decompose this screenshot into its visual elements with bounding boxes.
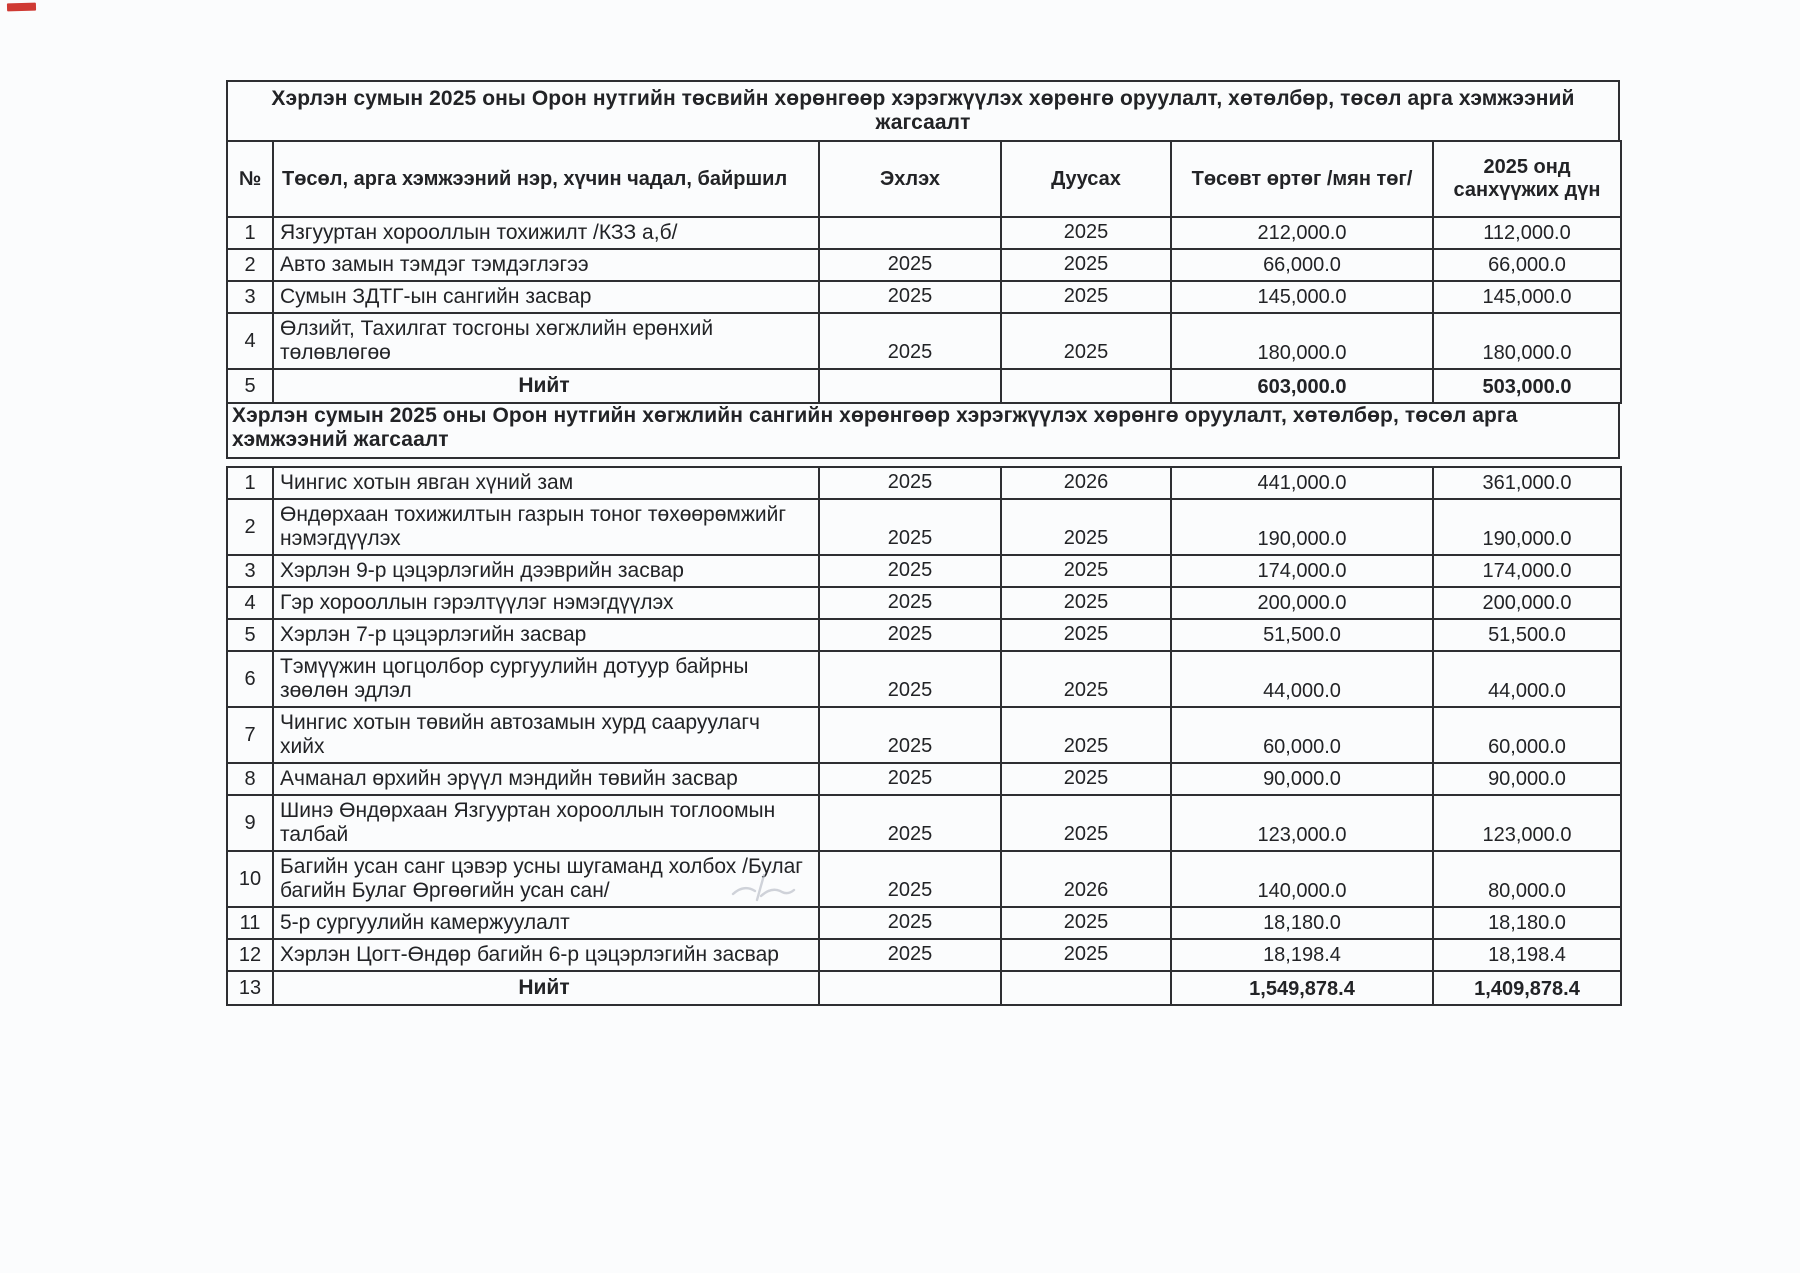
budget-value-cell: 200,000.0 xyxy=(1171,587,1433,619)
table-row xyxy=(227,467,1621,499)
end-year-cell: 2025 xyxy=(1001,587,1171,619)
project-name-cell: Чингис хотын явган хүний зам xyxy=(273,467,819,499)
project-name-cell: Язгууртан хорооллын тохижилт /КЗЗ а,б/ xyxy=(273,217,819,249)
amount-2025-value-cell: 80,000.0 xyxy=(1433,851,1621,907)
end-year-cell: 2025 xyxy=(1001,217,1171,249)
budget-value-cell: 190,000.0 xyxy=(1171,499,1433,555)
end-year-cell: 2026 xyxy=(1001,467,1171,499)
amount-2025-value-cell: 190,000.0 xyxy=(1433,499,1621,555)
start-year-cell: 2025 xyxy=(819,707,1001,763)
end-year-cell: 2025 xyxy=(1001,249,1171,281)
budget-value-cell: 441,000.0 xyxy=(1171,467,1433,499)
budget-value-cell: 1,549,878.4 xyxy=(1171,971,1433,1005)
table-header xyxy=(227,141,1621,217)
table-row xyxy=(227,851,1621,907)
end-year-cell: 2025 xyxy=(1001,763,1171,795)
amount-2025-value-cell: 503,000.0 xyxy=(1433,369,1621,403)
row-number-cell: 3 xyxy=(227,555,273,587)
amount-2025-value-cell: 44,000.0 xyxy=(1433,651,1621,707)
budget-value-cell: 212,000.0 xyxy=(1171,217,1433,249)
end-year-cell: 2025 xyxy=(1001,795,1171,851)
budget-value-cell: 603,000.0 xyxy=(1171,369,1433,403)
table-row xyxy=(227,795,1621,851)
row-number-cell: 1 xyxy=(227,217,273,249)
section2-table xyxy=(226,466,1622,1006)
section2-rows xyxy=(227,467,1621,1005)
section1-rows xyxy=(227,217,1621,403)
row-number-cell: 12 xyxy=(227,939,273,971)
section2-title: Хэрлэн сумын 2025 оны Орон нутгийн хөгжлийн сангийн хөрөнгөөр хэрэгжүүлэх хөрөнгө оруулалт, хөтөлбөр, төсөл арга хэмжээний жагсаалт xyxy=(226,402,1620,459)
budget-value-cell: 44,000.0 xyxy=(1171,651,1433,707)
budget-value-cell: 145,000.0 xyxy=(1171,281,1433,313)
budget-value-cell: 180,000.0 xyxy=(1171,313,1433,369)
budget-value-cell: 18,198.4 xyxy=(1171,939,1433,971)
table-row xyxy=(227,281,1621,313)
row-number-cell: 4 xyxy=(227,587,273,619)
end-year-cell: 2025 xyxy=(1001,499,1171,555)
start-year-cell: 2025 xyxy=(819,939,1001,971)
amount-2025-value-cell: 18,198.4 xyxy=(1433,939,1621,971)
table-row xyxy=(227,555,1621,587)
amount-2025-value-cell: 60,000.0 xyxy=(1433,707,1621,763)
project-name-cell: Өлзийт, Тахилгат тосгоны хөгжлийн ерөнхий төлөвлөгөө xyxy=(273,313,819,369)
project-name-cell: Хэрлэн 7-р цэцэрлэгийн засвар xyxy=(273,619,819,651)
col-header-budget: Төсөвт өртөг /мян төг/ xyxy=(1171,141,1433,217)
header-row xyxy=(227,141,1621,217)
table-row xyxy=(227,763,1621,795)
total-row xyxy=(227,369,1621,403)
col-header-project-name: Төсөл, арга хэмжээний нэр, хүчин чадал, байршил xyxy=(273,141,819,217)
col-header-number: № xyxy=(227,141,273,217)
project-name-cell: Өндөрхаан тохижилтын газрын тоног төхөөрөмжийг нэмэгдүүлэх xyxy=(273,499,819,555)
total-label-cell: Нийт xyxy=(273,369,819,403)
scan-artifact-red-mark xyxy=(7,3,36,12)
end-year-cell: 2025 xyxy=(1001,281,1171,313)
amount-2025-value-cell: 174,000.0 xyxy=(1433,555,1621,587)
amount-2025-value-cell: 51,500.0 xyxy=(1433,619,1621,651)
start-year-cell: 2025 xyxy=(819,499,1001,555)
project-name-cell: Авто замын тэмдэг тэмдэглэгээ xyxy=(273,249,819,281)
row-number-cell: 1 xyxy=(227,467,273,499)
row-number-cell: 7 xyxy=(227,707,273,763)
end-year-cell: 2025 xyxy=(1001,651,1171,707)
table-row xyxy=(227,217,1621,249)
start-year-cell: 2025 xyxy=(819,619,1001,651)
col-header-start-year: Эхлэх xyxy=(819,141,1001,217)
start-year-cell xyxy=(819,971,1001,1005)
row-number-cell: 11 xyxy=(227,907,273,939)
start-year-cell: 2025 xyxy=(819,249,1001,281)
amount-2025-value-cell: 180,000.0 xyxy=(1433,313,1621,369)
start-year-cell: 2025 xyxy=(819,281,1001,313)
amount-2025-value-cell: 66,000.0 xyxy=(1433,249,1621,281)
amount-2025-value-cell: 200,000.0 xyxy=(1433,587,1621,619)
col-header-end-year: Дуусах xyxy=(1001,141,1171,217)
col-header-2025-amount: 2025 онд санхүүжих дүн xyxy=(1433,141,1621,217)
row-number-cell: 2 xyxy=(227,499,273,555)
table-row xyxy=(227,313,1621,369)
budget-value-cell: 90,000.0 xyxy=(1171,763,1433,795)
start-year-cell: 2025 xyxy=(819,555,1001,587)
end-year-cell: 2025 xyxy=(1001,707,1171,763)
start-year-cell: 2025 xyxy=(819,313,1001,369)
row-number-cell: 5 xyxy=(227,619,273,651)
amount-2025-value-cell: 112,000.0 xyxy=(1433,217,1621,249)
end-year-cell: 2025 xyxy=(1001,907,1171,939)
start-year-cell: 2025 xyxy=(819,587,1001,619)
start-year-cell: 2025 xyxy=(819,467,1001,499)
table-row xyxy=(227,939,1621,971)
project-name-cell: Хэрлэн 9-р цэцэрлэгийн дээврийн засвар xyxy=(273,555,819,587)
start-year-cell xyxy=(819,369,1001,403)
budget-value-cell: 140,000.0 xyxy=(1171,851,1433,907)
project-name-cell: Тэмүүжин цогцолбор сургуулийн дотуур байрны зөөлөн эдлэл xyxy=(273,651,819,707)
budget-value-cell: 60,000.0 xyxy=(1171,707,1433,763)
project-name-cell: Гэр хорооллын гэрэлтүүлэг нэмэгдүүлэх xyxy=(273,587,819,619)
amount-2025-value-cell: 1,409,878.4 xyxy=(1433,971,1621,1005)
project-name-cell: 5-р сургуулийн камержуулалт xyxy=(273,907,819,939)
start-year-cell: 2025 xyxy=(819,763,1001,795)
pencil-scribble-mark xyxy=(728,870,800,906)
table-row xyxy=(227,907,1621,939)
section1-title: Хэрлэн сумын 2025 оны Орон нутгийн төсвийн хөрөнгөөр хэрэгжүүлэх хөрөнгө оруулалт, хөтөлбөр, төсөл арга хэмжээний жагсаалт xyxy=(226,80,1620,142)
row-number-cell: 4 xyxy=(227,313,273,369)
budget-value-cell: 66,000.0 xyxy=(1171,249,1433,281)
row-number-cell: 9 xyxy=(227,795,273,851)
project-name-cell: Хэрлэн Цогт-Өндөр багийн 6-р цэцэрлэгийн засвар xyxy=(273,939,819,971)
end-year-cell: 2025 xyxy=(1001,555,1171,587)
project-name-cell: Чингис хотын төвийн автозамын хурд сааруулагч хийх xyxy=(273,707,819,763)
row-number-cell: 8 xyxy=(227,763,273,795)
start-year-cell: 2025 xyxy=(819,851,1001,907)
table-row xyxy=(227,587,1621,619)
budget-value-cell: 174,000.0 xyxy=(1171,555,1433,587)
row-number-cell: 10 xyxy=(227,851,273,907)
start-year-cell: 2025 xyxy=(819,795,1001,851)
end-year-cell: 2025 xyxy=(1001,313,1171,369)
project-name-cell: Сумын ЗДТГ-ын сангийн засвар xyxy=(273,281,819,313)
project-name-cell: Ачманал өрхийн эрүүл мэндийн төвийн засвар xyxy=(273,763,819,795)
budget-value-cell: 18,180.0 xyxy=(1171,907,1433,939)
table-row xyxy=(227,499,1621,555)
total-label-cell: Нийт xyxy=(273,971,819,1005)
section1-table xyxy=(226,140,1622,404)
start-year-cell: 2025 xyxy=(819,907,1001,939)
budget-value-cell: 123,000.0 xyxy=(1171,795,1433,851)
amount-2025-value-cell: 123,000.0 xyxy=(1433,795,1621,851)
amount-2025-value-cell: 361,000.0 xyxy=(1433,467,1621,499)
start-year-cell: 2025 xyxy=(819,651,1001,707)
end-year-cell: 2025 xyxy=(1001,939,1171,971)
project-name-cell: Шинэ Өндөрхаан Язгууртан хорооллын тоглоомын талбай xyxy=(273,795,819,851)
row-number-cell: 13 xyxy=(227,971,273,1005)
row-number-cell: 2 xyxy=(227,249,273,281)
section-gap xyxy=(226,459,1620,466)
row-number-cell: 3 xyxy=(227,281,273,313)
end-year-cell: 2026 xyxy=(1001,851,1171,907)
project-name-cell: Багийн усан санг цэвэр усны шугаманд холбох /Булаг багийн Булаг Өргөөгийн усан сан/ xyxy=(273,851,819,907)
row-number-cell: 6 xyxy=(227,651,273,707)
end-year-cell: 2025 xyxy=(1001,619,1171,651)
end-year-cell xyxy=(1001,369,1171,403)
amount-2025-value-cell: 90,000.0 xyxy=(1433,763,1621,795)
table-row xyxy=(227,249,1621,281)
row-number-cell: 5 xyxy=(227,369,273,403)
start-year-cell xyxy=(819,217,1001,249)
budget-value-cell: 51,500.0 xyxy=(1171,619,1433,651)
total-row xyxy=(227,971,1621,1005)
table-row xyxy=(227,707,1621,763)
end-year-cell xyxy=(1001,971,1171,1005)
table-row xyxy=(227,619,1621,651)
budget-document xyxy=(226,80,1620,1006)
amount-2025-value-cell: 145,000.0 xyxy=(1433,281,1621,313)
table-row xyxy=(227,651,1621,707)
amount-2025-value-cell: 18,180.0 xyxy=(1433,907,1621,939)
